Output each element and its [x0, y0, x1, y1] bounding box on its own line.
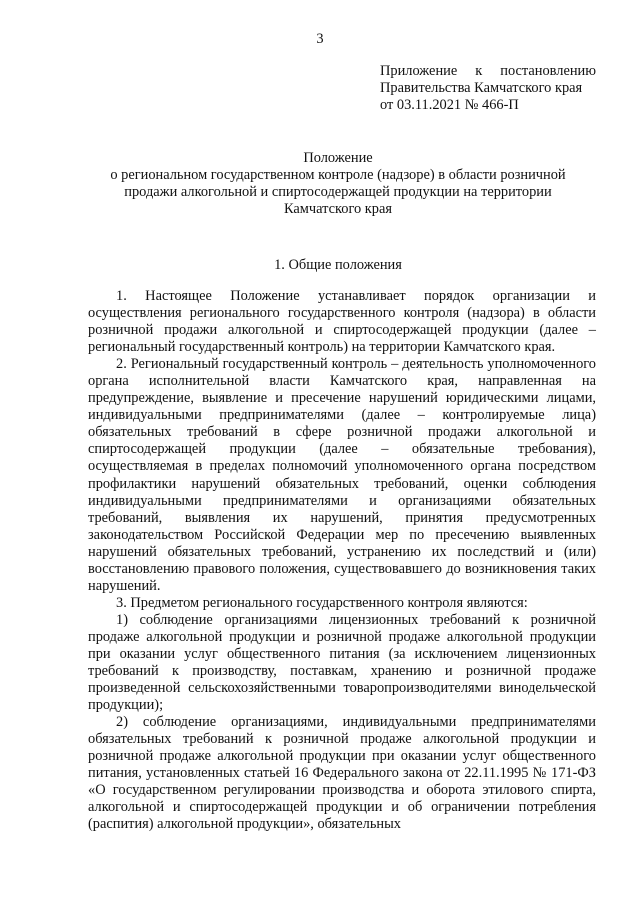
- title-line-2: о региональном государственном контроле (надзоре) в области розничной: [110, 167, 566, 183]
- paragraph: 1) соблюдение организациями лицензионных требований к розничной продаже алкогольной продукции и розничной продаже алкогольной продукции при оказании услуг общественного питания (за исключением лицензионных требований к производству, поставкам, хранению и розничной продаже произведенной сельскохозяйственными товаропроизводителями винодельческой продукции);: [88, 611, 596, 714]
- paragraph: 3. Предметом регионального государственного контроля являются:: [116, 594, 528, 611]
- appendix-line-2: Правительства Камчатского края: [380, 80, 583, 96]
- paragraph: 1. Настоящее Положение устанавливает порядок организации и осуществления регионального государственного контроля (надзора) в области розничной продажи алкогольной и спиртосодержащей продукции (далее – региональный государственный контроль) на территории Камчатского края.: [88, 288, 596, 356]
- appendix-line-1: Приложение к постановлению: [380, 63, 596, 79]
- paragraph: 2) соблюдение организациями, индивидуальными предпринимателями обязательных требований к розничной продаже алкогольной продукции и розничной продаже алкогольной продукции при оказании услуг общественного питания, установленных статьей 16 Федерального закона от 22.11.1995 № 171-ФЗ «О государственном регулировании производства и оборота этилового спирта, алкогольной и спиртосодержащей продукции и об ограничении потребления (распития) алкогольной продукции», обязательных: [88, 714, 596, 833]
- document-title: [40, 150, 636, 218]
- title-line-4: Камчатского края: [284, 201, 392, 217]
- section-heading: 1. Общие положения: [274, 257, 402, 273]
- document-body: [88, 288, 596, 834]
- paragraph: 2. Региональный государственный контроль – деятельность уполномоченного органа исполнительной власти Камчатского края, направленная на предупреждение, выявление и пресечение нарушений юридическими лицами, индивидуальными предпринимателями (далее – контролируемые лица) обязательных требований в сфере розничной продажи алкогольной и спиртосодержащей продукции (далее – обязательные требования), осуществляемая в пределах полномочий уполномоченного органа посредством профилактики нарушений обязательных требований, оценки соблюдения индивидуальными предпринимателями и организациями обязательных требований, выявления их нарушений, принятия предусмотренных законодательством Российской Федерации мер по пресечению выявленных нарушений обязательных требований, устранению их последствий и (или) восстановлению правового положения, существовавшего до возникновения таких нарушений.: [88, 356, 596, 594]
- page-number: 3: [316, 31, 324, 47]
- title-line-1: Положение: [303, 150, 373, 166]
- title-line-3: продажи алкогольной и спиртосодержащей продукции на территории: [124, 184, 552, 200]
- appendix-line-3: от 03.11.2021 № 466-П: [380, 97, 519, 113]
- appendix-header: [380, 63, 596, 114]
